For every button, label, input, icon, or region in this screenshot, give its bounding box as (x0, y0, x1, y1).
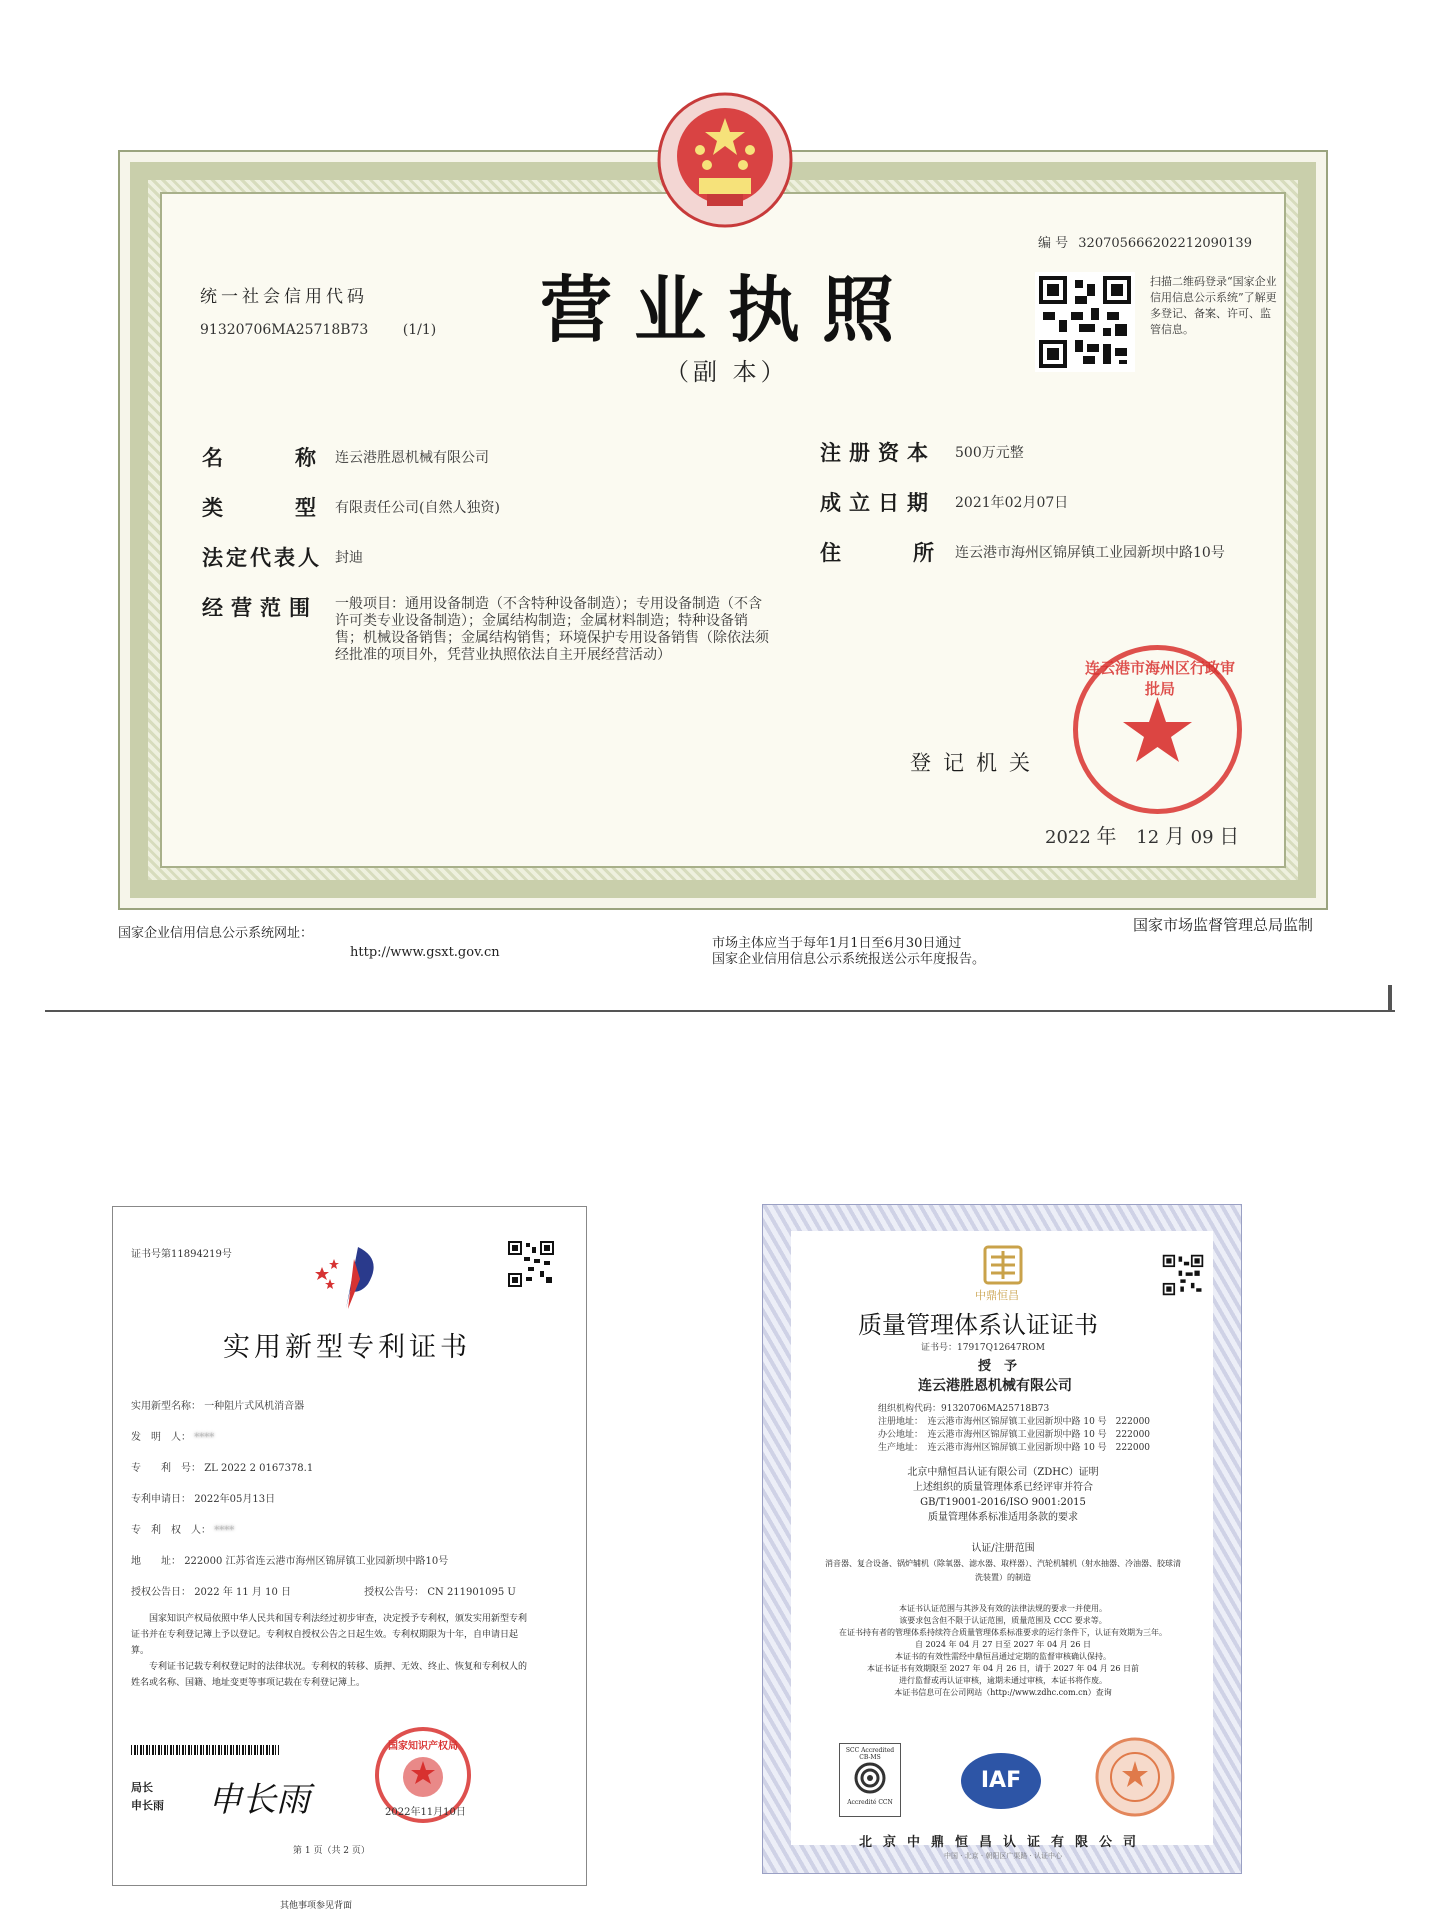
quality-qr-code[interactable] (1161, 1253, 1205, 1297)
quality-note: 本证书的有效性需经中鼎恒昌通过定期的监督审核确认保持。 (895, 1652, 1111, 1661)
type-value: 有限责任公司(自然人独资) (335, 500, 500, 516)
national-emblem-icon (655, 90, 795, 230)
quality-statement: 北京中鼎恒昌认证有限公司（ZDHC）证明 (907, 1467, 1099, 1478)
quality-title: 质量管理体系认证证书 (858, 1311, 1098, 1339)
patent-row (131, 1428, 571, 1459)
quality-note: 本证书信息可在公司网站（http://www.zdhc.com.cn）查询 (894, 1688, 1112, 1697)
iaf-logo: IAF (961, 1753, 1041, 1809)
quality-note: 本证书认证范围与其涉及有效的法律法规的要求一并使用。 (899, 1604, 1107, 1613)
scc-line-1: SCC Accredited (845, 1747, 895, 1754)
divider-end (1388, 985, 1392, 1012)
quality-granted-to: 授 予 (978, 1359, 1018, 1374)
grant-no-label: 授权公告号： (364, 1587, 425, 1598)
date-day: 09 (1190, 827, 1214, 848)
patent-row (131, 1552, 571, 1583)
date-year: 2022 (1045, 827, 1091, 848)
grant-date: 2022 年 11 月 10 日 (194, 1587, 291, 1598)
barcode-icon (131, 1745, 279, 1755)
quality-footer: 北京中鼎恒昌认证有限公司 (858, 1835, 1147, 1850)
zdhc-brand: 中鼎恒昌 (975, 1289, 1019, 1302)
patent-row (131, 1459, 571, 1490)
quality-note: 在证书持有者的管理体系持续符合质量管理体系标准要求的运行条件下，认证有效期为三年。 (839, 1628, 1167, 1637)
cnipa-seal-text: 国家知识产权局 (388, 1741, 458, 1752)
date-month: 12 (1136, 827, 1160, 848)
patent-row-value: 一种阻片式风机消音器 (204, 1401, 305, 1412)
scope-value: 一般项目：通用设备制造（不含特种设备制造）；专用设备制造（不含许可类专业设备制造）；金属结构制造；金属材料制造；特种设备销售；机械设备销售；金属结构销售；环境保护专用设备销售（除依法须经批准的项目外，凭营业执照依法自主开展经营活动） (335, 596, 769, 663)
scc-line-2: CB-MS (859, 1754, 881, 1761)
zdhc-seal-icon (1093, 1735, 1177, 1819)
license-subtitle: （副 本） (665, 358, 789, 386)
quality-scope-text: 消音器、复合设备、锅炉辅机（除氧器、滤水器、取样器）、汽轮机辅机（射水抽器、冷油器、胶球清洗装置）的制造 (825, 1559, 1181, 1582)
patent-row (131, 1490, 571, 1521)
patent-row-label: 发 明 人： (131, 1432, 191, 1443)
footer-mid-2: 国家企业信用信息公示系统报送公示年度报告。 (712, 952, 986, 967)
copy-index: (1/1) (402, 322, 437, 338)
patent-row (131, 1521, 571, 1552)
date-year-unit: 年 (1096, 824, 1117, 848)
patent-row-value: 222000 江苏省连云港市海州区锦屏镇工业园新坝中路10号 (184, 1556, 449, 1567)
patent-paragraph-2: 专利证书记载专利权登记时的法律状况。专利权的转移、质押、无效、终止、恢复和专利权人的姓名或名称、国籍、地址变更等事项记载在专利登记簿上。 (131, 1662, 528, 1688)
patent-row-label: 专利申请日： (131, 1494, 191, 1505)
credit-code: 91320706MA25718B73 (200, 322, 369, 338)
cnipa-logo-icon (308, 1239, 388, 1314)
capital-label: 注册资本 (820, 441, 936, 465)
patent-row-value: 2022年05月13日 (194, 1494, 276, 1505)
patent-cert-no: 证书号第11894219号 (131, 1249, 232, 1260)
patent-row-value: **** (194, 1432, 215, 1443)
quality-note: 进行监督或再认证审核，逾期未通过审核，本证书将作废。 (899, 1676, 1107, 1685)
quality-statement: GB/T19001-2016/ISO 9001:2015 (920, 1497, 1086, 1508)
date-month-unit: 月 (1164, 824, 1185, 848)
authority-label: 登记机关 (910, 751, 1042, 775)
legal-rep-label: 法定代表人 (202, 546, 322, 570)
quality-footer-small: 中国 · 北京 · 朝阳区广渠路 · 认证中心 (943, 1852, 1063, 1860)
serial-number: 320705666202212090139 (1078, 236, 1252, 251)
cnipa-seal-date: 2022年11月10日 (385, 1807, 466, 1818)
quality-company: 连云港胜恩机械有限公司 (918, 1378, 1072, 1394)
grant-no: CN 211901095 U (427, 1587, 516, 1598)
footer-left-label: 国家企业信用信息公示系统网址： (118, 926, 314, 941)
patent-row-label: 地 址： (131, 1556, 181, 1567)
capital-value: 500万元整 (955, 445, 1024, 461)
date-day-unit: 日 (1219, 824, 1240, 848)
patent-certificate (112, 1206, 587, 1886)
zdhc-logo-icon (981, 1245, 1025, 1285)
legal-rep-value: 封迪 (335, 550, 363, 566)
established-label: 成立日期 (820, 491, 936, 515)
license-title: 营业执照 (540, 268, 917, 352)
quality-note: 该要求包含但不限于认证范围，质量范围及 CCC 要求等。 (899, 1616, 1107, 1625)
credit-code-label: 统一社会信用代码 (200, 287, 368, 307)
name-value: 连云港胜恩机械有限公司 (335, 450, 489, 466)
patent-back-note: 其他事项参见背面 (280, 1901, 353, 1911)
admin-seal-text: 连云港市海州区行政审批局 (1085, 659, 1236, 698)
qr-note: 扫描二维码登录“国家企业信用信息公示系统”了解更多登记、备案、许可、监管信息。 (1150, 275, 1277, 336)
address-value: 连云港市海州区锦屏镇工业园新坝中路10号 (955, 545, 1225, 561)
quality-cert-no: 证书号：17917Q12647ROM (921, 1343, 1046, 1353)
footer-left-url[interactable]: http://www.gsxt.gov.cn (350, 945, 500, 960)
quality-statement: 上述组织的质量管理体系已经评审并符合 (913, 1482, 1093, 1493)
patent-qr-code[interactable] (506, 1239, 556, 1289)
quality-statement: 质量管理体系标准适用条款的要求 (928, 1512, 1078, 1523)
divider (45, 1010, 1395, 1012)
scc-line-3: Accredité CCN (847, 1799, 893, 1806)
quality-certificate (762, 1204, 1242, 1874)
quality-info-line: 办公地址： 连云港市海州区锦屏镇工业园新坝中路 10 号 222000 (878, 1430, 1151, 1440)
patent-paragraph-1: 国家知识产权局依照中华人民共和国专利法经过初步审查，决定授予专利权，颁发实用新型专利证书并在专利登记簿上予以登记。专利权自授权公告之日起生效。专利权期限为十年，自申请日起算。 (131, 1614, 528, 1656)
scc-spiral-icon (853, 1761, 887, 1795)
quality-note: 自 2024 年 04 月 27 日至 2027 年 04 月 26 日 (915, 1640, 1091, 1649)
quality-note: 本证书证书有效期限至 2027 年 04 月 26 日，请于 2027 年 04 月 26 日前 (867, 1664, 1139, 1673)
patent-row-label: 专 利 权 人： (131, 1525, 211, 1536)
grant-date-label: 授权公告日： (131, 1587, 191, 1598)
serial-label: 编 号 (1038, 236, 1069, 251)
scope-label: 经营范围 (202, 596, 318, 620)
patent-row-value: ZL 2022 2 0167378.1 (204, 1463, 314, 1474)
patent-title: 实用新型专利证书 (223, 1332, 471, 1363)
quality-scope-label: 认证/注册范围 (971, 1543, 1035, 1554)
patent-page: 第 1 页（共 2 页） (293, 1846, 370, 1856)
address-label: 住 所 (820, 541, 944, 565)
established-value: 2021年02月07日 (955, 495, 1069, 511)
patent-row (131, 1397, 571, 1428)
patent-row-label: 专 利 号： (131, 1463, 201, 1474)
director-name: 申长雨 (131, 1799, 164, 1812)
name-label: 名 称 (202, 446, 326, 470)
quality-info-line: 生产地址： 连云港市海州区锦屏镇工业园新坝中路 10 号 222000 (878, 1443, 1151, 1453)
scc-accreditation-logo (839, 1743, 901, 1817)
patent-row-label: 实用新型名称： (131, 1401, 201, 1412)
director-signature: 申长雨 (208, 1780, 310, 1820)
footer-right: 国家市场监督管理总局监制 (1133, 916, 1314, 934)
patent-row-value: **** (214, 1525, 235, 1536)
type-label: 类 型 (202, 496, 326, 520)
quality-info-line: 组织机构代码：91320706MA25718B73 (878, 1404, 1050, 1414)
quality-info-line: 注册地址： 连云港市海州区锦屏镇工业园新坝中路 10 号 222000 (878, 1417, 1151, 1427)
director-title: 局长 (131, 1781, 153, 1794)
business-license (118, 150, 1328, 910)
qr-code[interactable] (1035, 272, 1135, 372)
footer-mid-1: 市场主体应当于每年1月1日至6月30日通过 (712, 936, 962, 951)
